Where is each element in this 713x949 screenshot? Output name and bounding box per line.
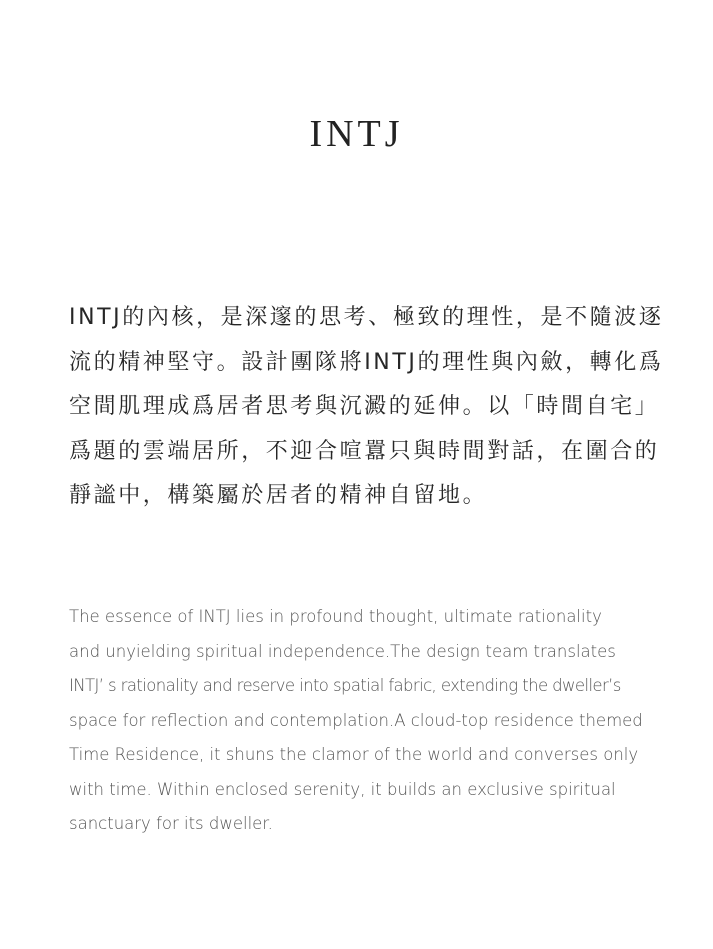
english-text-line: with time. Within enclosed serenity, it builds an exclusive spiritual — [69, 779, 616, 799]
chinese-text-line: 爲題的雲端居所，不迎合喧囂只與時間對話，在圍合的 — [69, 438, 660, 464]
english-text-line: sanctuary for its dweller. — [69, 814, 273, 833]
chinese-text-line: 空間肌理成爲居者思考與沉澱的延伸。以「時間自宅」 — [69, 394, 660, 419]
chinese-text-line: 流的精神堅守。設計團隊將INTJ的理性與內斂，轉化爲 — [69, 349, 664, 375]
english-text-line: Time Residence, it shuns the clamor of the world and converses only — [69, 745, 639, 764]
english-text-line: space for reflection and contemplation.A cloud-top residence themed — [69, 710, 643, 730]
chinese-text-line: 靜謐中，構築屬於居者的精神自留地。 — [69, 483, 488, 508]
page-title: INTJ — [309, 113, 404, 155]
chinese-text-line: INTJ的內核，是深邃的思考、極致的理性，是不隨波逐 — [69, 305, 664, 330]
english-text-line: and unyielding spiritual independence.The design team translates — [69, 641, 616, 661]
english-text-line: The essence of INTJ lies in profound thought, ultimate rationality — [69, 607, 602, 626]
english-text-line: INTJ’ s rationality and reserve into spatial fabric, extending the dweller’s — [69, 676, 621, 695]
chinese-description — [69, 296, 664, 519]
english-description — [69, 600, 659, 842]
